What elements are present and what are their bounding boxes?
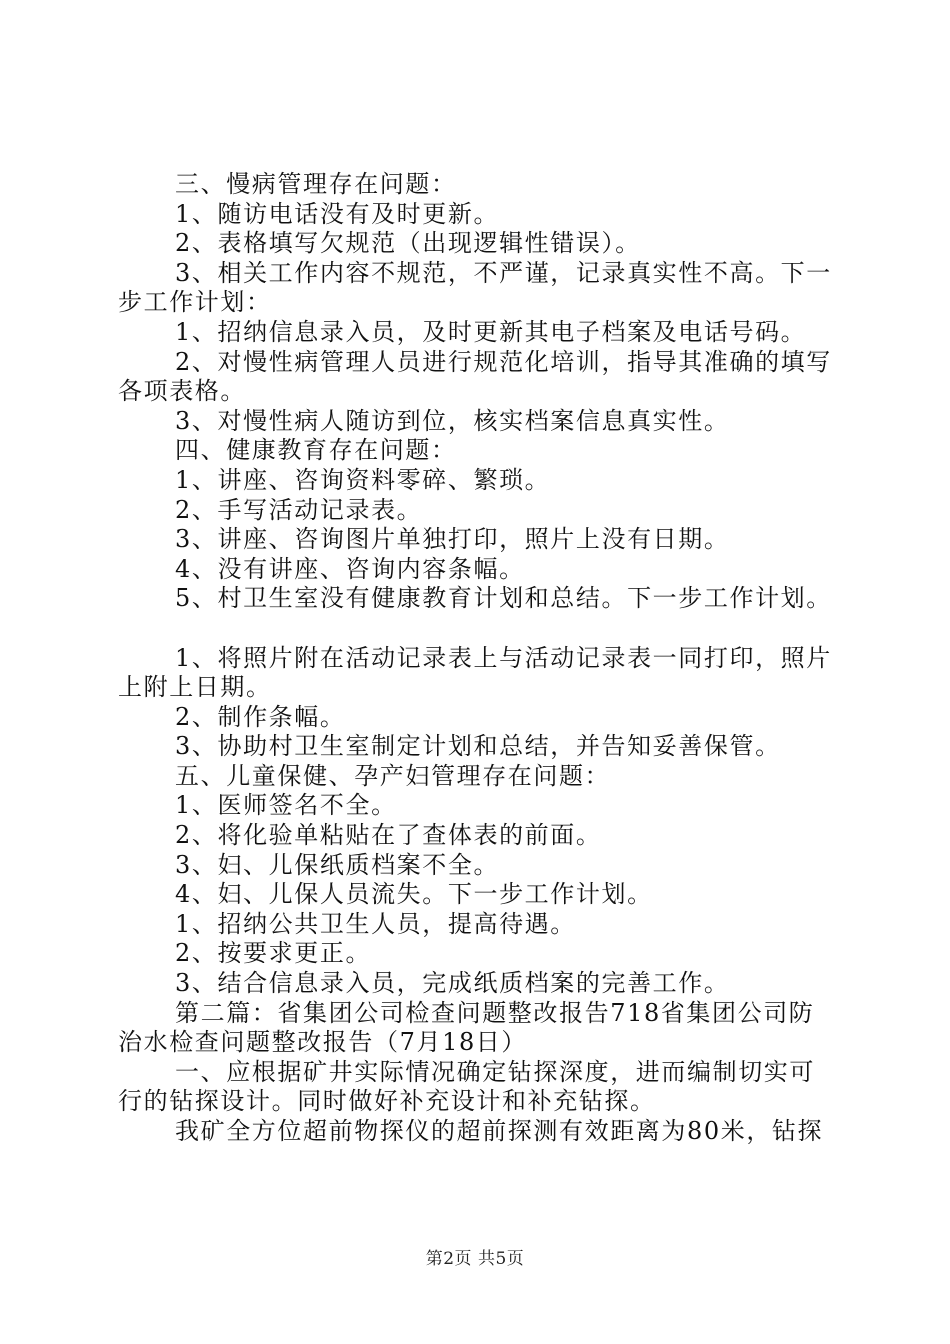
- text-line: 3、妇、儿保纸质档案不全。: [175, 850, 500, 879]
- text-line: 治水检查问题整改报告（7月18日）: [118, 1028, 528, 1057]
- text-line: 2、制作条幅。: [175, 702, 346, 731]
- text-line: 3、讲座、咨询图片单独打印，照片上没有日期。: [175, 525, 730, 554]
- text-line: 4、没有讲座、咨询内容条幅。: [175, 554, 525, 583]
- text-line: 一、应根据矿井实际情况确定钻探深度，进而编制切实可: [175, 1057, 815, 1086]
- text-line: 3、相关工作内容不规范，不严谨，记录真实性不高。下一: [175, 258, 832, 287]
- text-line: 4、妇、儿保人员流失。下一步工作计划。: [175, 880, 653, 909]
- text-line: 2、表格填写欠规范（出现逻辑性错误）。: [175, 229, 641, 258]
- text-line: 5、村卫生室没有健康教育计划和总结。下一步工作计划。: [175, 584, 832, 613]
- text-line: 第二篇：省集团公司检查问题整改报告718省集团公司防: [175, 998, 815, 1027]
- text-line: 2、按要求更正。: [175, 939, 372, 968]
- text-line: 1、医师签名不全。: [175, 791, 397, 820]
- text-line: 上附上日期。: [118, 673, 272, 702]
- text-line: 3、结合信息录入员，完成纸质档案的完善工作。: [175, 969, 730, 998]
- text-line: 2、对慢性病管理人员进行规范化培训，指导其准确的填写: [175, 347, 832, 376]
- blank-line: [118, 614, 838, 644]
- text-line: 1、将照片附在活动记录表上与活动记录表一同打印，照片: [175, 643, 832, 672]
- text-line: 步工作计划：: [118, 288, 272, 317]
- text-line: 1、讲座、咨询资料零碎、繁琐。: [175, 465, 551, 494]
- text-line: 2、将化验单粘贴在了查体表的前面。: [175, 821, 602, 850]
- text-line: 1、随访电话没有及时更新。: [175, 199, 500, 228]
- text-line: 1、招纳公共卫生人员，提高待遇。: [175, 909, 576, 938]
- text-line: 行的钻探设计。同时做好补充设计和补充钻探。: [118, 1087, 656, 1116]
- text-line: 我矿全方位超前物探仪的超前探测有效距离为80米，钻探: [175, 1117, 824, 1145]
- document-body: [118, 170, 838, 1147]
- text-line: 1、招纳信息录入员，及时更新其电子档案及电话号码。: [175, 317, 807, 346]
- page-footer: [0, 1244, 950, 1269]
- text-line: 各项表格。: [118, 377, 246, 406]
- text-line: 三、慢病管理存在问题：: [175, 170, 457, 198]
- text-line: 五、儿童保健、孕产妇管理存在问题：: [175, 761, 611, 790]
- text-line: 2、手写活动记录表。: [175, 495, 423, 524]
- text-line: 四、健康教育存在问题：: [175, 436, 457, 465]
- text-line: 3、对慢性病人随访到位，核实档案信息真实性。: [175, 406, 730, 435]
- page-number: 第2页 共5页: [425, 1249, 525, 1269]
- text-line: 3、协助村卫生室制定计划和总结，并告知妥善保管。: [175, 732, 781, 761]
